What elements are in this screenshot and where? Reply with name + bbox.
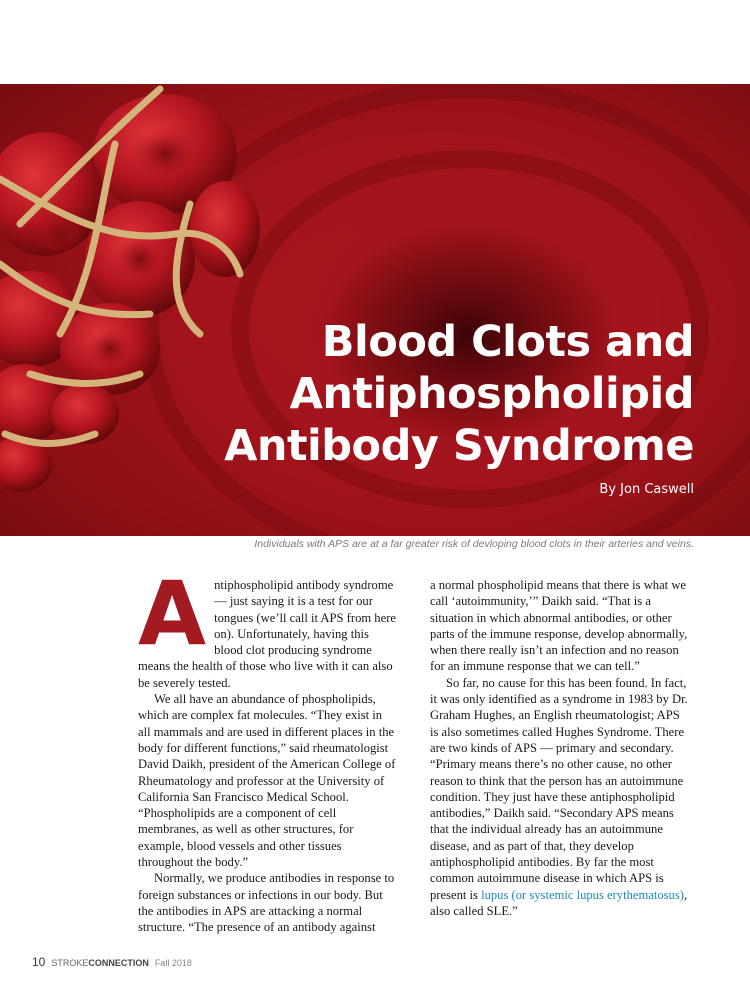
paragraph-3: Normally, we produce antibodies in response to foreign substances or infections in our body. But the antibodies in APS are attacking a normal structure. “The presence of an antibody against (138, 871, 395, 935)
paragraph-2: We all have an abundance of phospholipids, which are complex fat molecules. “They exist in all mammals and are used in different places in the body for different functions,” said rheumatologist David Daikh, president of the American College of Rheumatology and professor at the University of California San Francisco Medical School. “Phospholipids are a component of cell membranes, as well as other structures, for example, blood vessels and other tissues throughout the body.” (138, 692, 396, 870)
article-title (224, 316, 694, 472)
page-footer (32, 955, 192, 969)
paragraph-4: a normal phospholipid means that there is what we call ‘autoimmunity,’” Daikh said. “That is a situation in which abnormal antibodies, or other parts of the immune response, develop abnormally, when there really isn’t an infection and no reason for an immune response that we can tell.” (430, 578, 688, 674)
paragraph-5-text: So far, no cause for this has been found. In fact, it was only identified as a syndrome in 1983 by Dr. Graham Hughes, an English rheumatologist; APS is also sometimes called Hughes Syndrome. There are two kinds of APS — primary and secondary. “Primary means there’s no other cause, no other reason to think that the person has an autoimmune condition. They just have these antiphospholipid antibodies,” Daikh said. “Secondary APS means that the individual already has an autoimmune disease, and as part of that, they develop antiphospholipid antibodies. By far the most common autoimmune disease in which APS is present is (430, 675, 688, 902)
paragraph-1: ntiphospholipid antibody syndrome — just saying it is a test for our tongues (we’ll call it APS from here on). Unfortunately, having this blood clot producing syndrome means the health of those who live with it can also be severely tested. (138, 578, 396, 690)
right-column (430, 577, 688, 919)
lupus-link[interactable]: lupus (or systemic lupus erythematosus) (481, 887, 684, 902)
page-number: 10 (32, 955, 46, 969)
title-line-1: Blood Clots and (321, 317, 694, 367)
left-column (138, 562, 396, 936)
issue-label: Fall 2018 (154, 958, 192, 968)
byline: By Jon Caswell (599, 482, 694, 497)
paragraph-5-end: , also called SLE.” (430, 887, 688, 918)
image-caption: Individuals with APS are at a far greater risk of devloping blood clots in their arteries and veins. (254, 538, 694, 550)
hero-image (0, 84, 750, 536)
title-line-3: Antibody Syndrome (224, 421, 694, 471)
title-line-2: Antiphospholipid (289, 369, 694, 419)
brand-connection: CONNECTION (88, 958, 149, 968)
brand-stroke: STROKE (51, 958, 89, 968)
drop-cap: A (138, 562, 207, 665)
paragraph-5 (430, 675, 688, 919)
